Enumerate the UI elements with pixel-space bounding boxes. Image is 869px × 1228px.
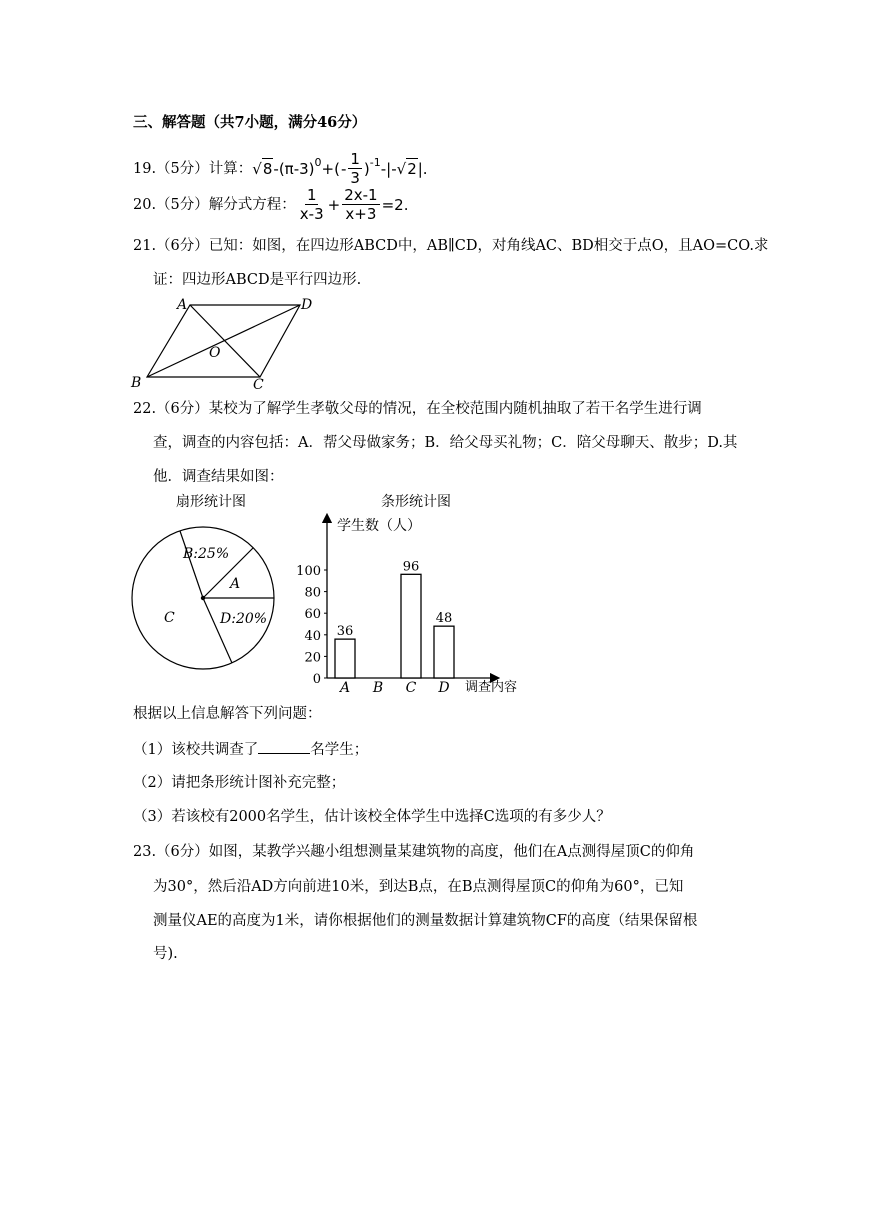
- pie-label-d: D:20%: [220, 611, 268, 627]
- bar-value-label-c: 96: [402, 559, 420, 575]
- q20-f2-num: 2x-1: [344, 186, 378, 204]
- bar-chart-title: 条形统计图: [381, 494, 451, 510]
- y-tick-label: 20: [304, 650, 321, 666]
- bar-chart: [295, 510, 535, 695]
- q19-expression: √ 8 -(π-3) $^0$ +( - $\frac{1}{3}$ ) $^{-1}$ -|- √ 2 |.: [252, 150, 428, 187]
- q22-line1: 22.（6分）某校为了解学生孝敬父母的情况，在全校范围内随机抽取了若干名学生进行调: [133, 401, 702, 417]
- q19-exp0: 0: [314, 155, 322, 169]
- q22-sub2: （2）请把条形统计图补充完整；: [133, 775, 346, 791]
- q20-f2-den: x+3: [345, 205, 377, 223]
- diagonal-bd: [147, 305, 300, 377]
- answer-blank[interactable]: [258, 739, 310, 754]
- q20-prefix: 20.（5分）解分式方程：: [133, 196, 296, 213]
- y-tick-label: 0: [312, 672, 321, 687]
- pie-divider-bc: [180, 531, 203, 598]
- y-axis-label: 学生数（人）: [337, 518, 421, 534]
- question-20: [133, 186, 409, 223]
- q21-line2: 证：四边形ABCD是平行四边形.: [153, 272, 362, 288]
- q19-part1: -(π-3): [273, 159, 315, 178]
- q19-fraction: [348, 150, 362, 187]
- q21-line1: 21.（6分）已知：如图，在四边形ABCD中，AB∥CD，对角线AC、BD相交于点O，且AO=CO.求: [133, 238, 769, 254]
- pie-chart-title: 扇形统计图: [176, 494, 246, 510]
- q22-line2: 查，调查的内容包括：A．帮父母做家务；B．给父母买礼物；C．陪父母聊天、散步；D.其: [153, 435, 738, 451]
- q20-plus: +: [327, 195, 341, 214]
- q22-sub1-pre: （1）该校共调查了: [133, 742, 259, 758]
- q20-f1-den: x-3: [299, 205, 324, 223]
- q22-line3: 他．调查结果如图：: [153, 469, 284, 485]
- q20-fraction-1: [298, 186, 326, 223]
- label-o: O: [209, 345, 221, 361]
- y-tick-label: 100: [296, 564, 321, 579]
- x-tick-label-d: D: [438, 680, 450, 695]
- x-axis-label: 调查内容: [465, 680, 518, 695]
- q20-f1-num: 1: [306, 186, 317, 204]
- label-c: C: [253, 377, 264, 393]
- q19-sqrt2: 2: [407, 160, 417, 178]
- q23-line2: 为30°，然后沿AD方向前进10米，到达B点，在B点测得屋顶C的仰角为60°，已知: [153, 879, 684, 895]
- bar-c: [401, 574, 421, 678]
- diagonal-ac: [190, 305, 260, 377]
- q22-after: 根据以上信息解答下列问题：: [133, 706, 322, 722]
- q19-prefix: 19.（5分）计算：: [133, 160, 253, 177]
- q23-line3: 测量仪AE的高度为1米，请你根据他们的测量数据计算建筑物CF的高度（结果保留根: [153, 913, 698, 929]
- question-19: [133, 150, 428, 187]
- y-tick-label: 80: [304, 585, 321, 601]
- q23-line1: 23.（6分）如图，某教学兴趣小组想测量某建筑物的高度，他们在A点测得屋顶C的仰角: [133, 844, 695, 860]
- bar-value-label-a: 36: [336, 624, 354, 640]
- sqrt-symbol: √: [252, 159, 262, 178]
- parallelogram-figure: [125, 295, 325, 395]
- label-d: D: [301, 297, 313, 313]
- q19-part4: |.: [417, 159, 428, 178]
- label-b: B: [131, 375, 142, 391]
- q23-line4: 号).: [153, 946, 178, 962]
- pie-divider-dc: [203, 598, 232, 663]
- q22-sub1: [133, 739, 368, 760]
- q19-frac-den: 3: [350, 169, 360, 187]
- q19-frac-num: 1: [350, 150, 360, 168]
- q22-sub1-post: 名学生；: [310, 742, 369, 758]
- x-tick-label-a: A: [339, 680, 351, 695]
- pie-label-c: C: [164, 610, 175, 626]
- bar-value-label-d: 48: [435, 611, 453, 627]
- sqrt-symbol: √: [396, 159, 407, 178]
- q20-rhs: =2.: [381, 195, 409, 214]
- q22-sub3: （3）若该校有2000名学生，估计该校全体学生中选择C选项的有多少人？: [133, 809, 611, 825]
- q19-plus: +(: [321, 159, 340, 178]
- x-tick-label-b: B: [372, 680, 384, 695]
- q20-fraction-2: [342, 186, 379, 223]
- q19-exp-neg1: -1: [369, 155, 381, 169]
- pie-center: [201, 596, 205, 600]
- q20-equation: [296, 186, 409, 223]
- pie-label-a: A: [230, 576, 241, 592]
- q19-part2: ): [363, 159, 370, 178]
- q19-part3: -|-: [380, 159, 397, 178]
- pie-label-b: B:25%: [183, 546, 230, 562]
- section-title: 三、解答题（共7小题，满分46分）: [133, 114, 367, 131]
- q19-sqrt8: 8: [262, 160, 273, 178]
- bar-a: [335, 639, 355, 678]
- pie-chart: [128, 520, 278, 670]
- label-a: A: [177, 297, 188, 313]
- y-tick-label: 40: [304, 628, 321, 644]
- y-tick-label: 60: [304, 607, 321, 623]
- bar-d: [434, 626, 454, 678]
- x-tick-label-c: C: [405, 680, 417, 695]
